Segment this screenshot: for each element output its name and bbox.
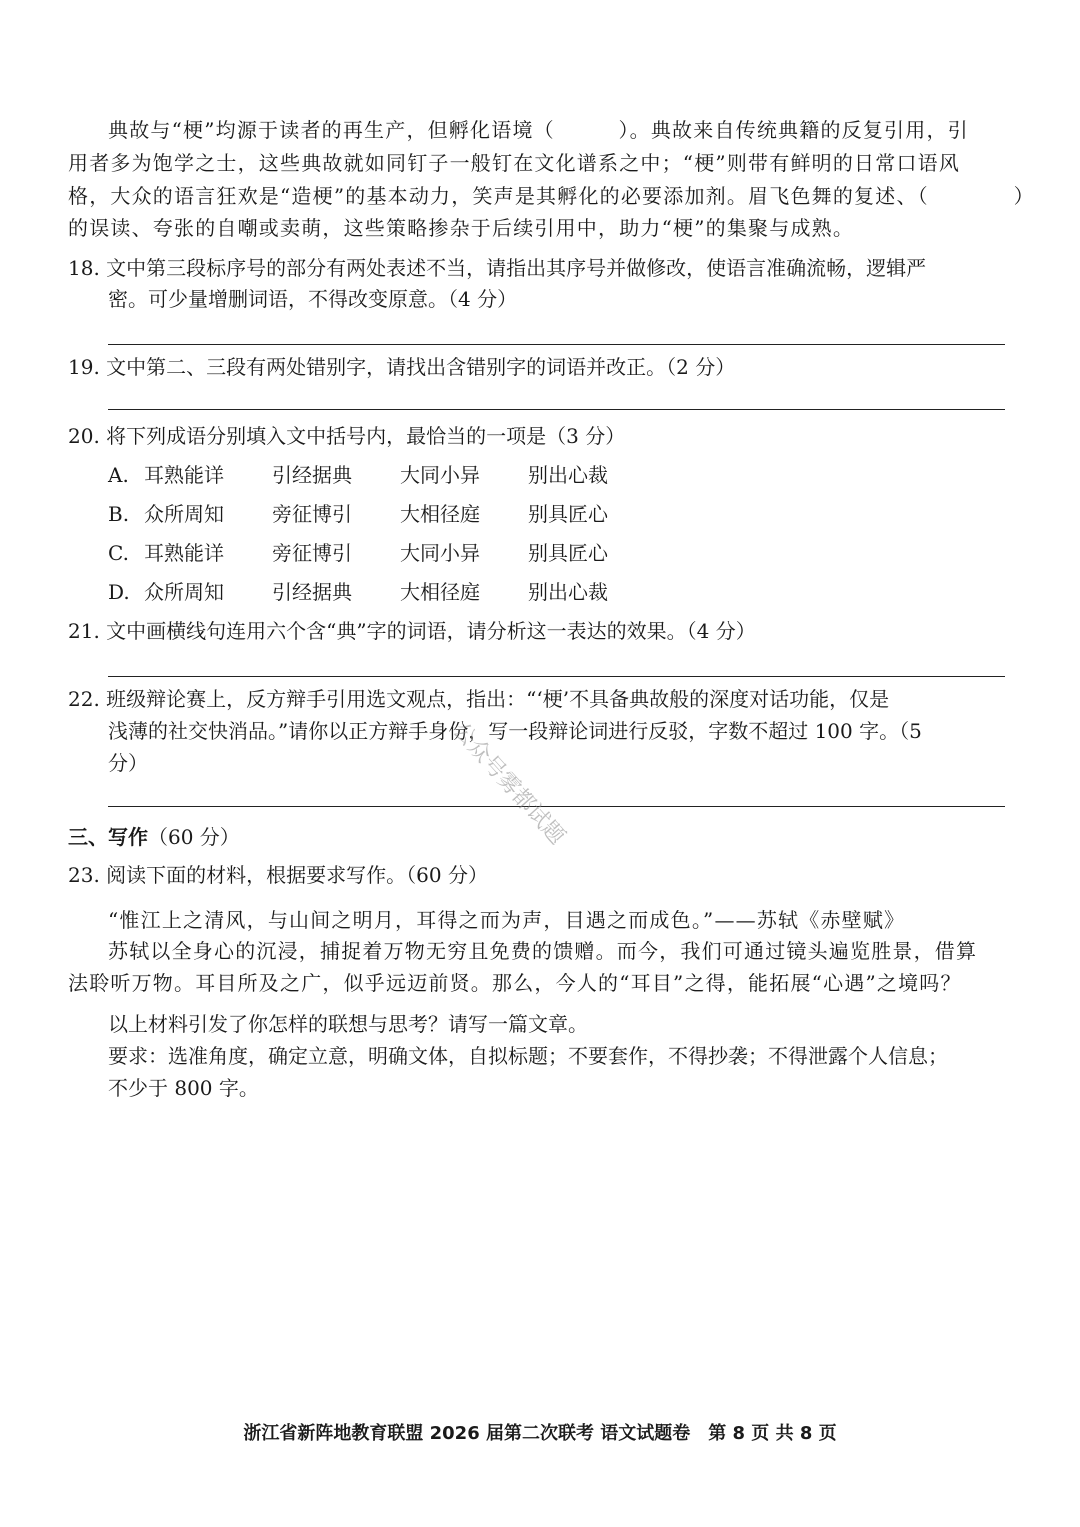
option-letter: B. — [108, 502, 130, 526]
page-footer: 浙江省新阵地教育联盟 2026 届第二次联考 语文试题卷 第 8 页 共 8 页 — [243, 1423, 837, 1444]
q20-option-b[interactable] — [108, 499, 608, 529]
q18-line-1: 18. 文中第三段标序号的部分有两处表述不当，请指出其序号并做修改，使语言准确流畅，逻辑严 — [68, 256, 927, 280]
option-word: 别出心裁 — [528, 463, 608, 487]
q23-line-1: 23. 阅读下面的材料，根据要求写作。（60 分） — [68, 863, 488, 887]
option-word: 大同小异 — [400, 541, 480, 565]
option-word: 引经据典 — [272, 463, 352, 487]
section-heading — [68, 822, 240, 852]
option-word: 别具匠心 — [528, 502, 608, 526]
q20-option-c[interactable] — [108, 538, 608, 568]
option-word: 大相径庭 — [400, 580, 480, 604]
q23-prompt: 以上材料引发了你怎样的联想与思考？请写一篇文章。 — [108, 1012, 588, 1036]
option-word: 别具匠心 — [528, 541, 608, 565]
section-title: 三、写作 — [68, 825, 148, 849]
option-word: 众所周知 — [144, 580, 224, 604]
passage-line-3: 格，大众的语言狂欢是“造梗”的基本动力，笑声是其孵化的必要添加剂。眉飞色舞的复述、（ ） — [68, 184, 1035, 208]
q18-line-2: 密。可少量增删词语，不得改变原意。（4 分） — [108, 287, 518, 311]
option-word: 耳熟能详 — [144, 541, 224, 565]
option-letter: C. — [108, 541, 129, 565]
q22-answer-line[interactable] — [108, 806, 1005, 807]
option-word: 旁征博引 — [272, 541, 352, 565]
option-letter: A. — [108, 463, 129, 487]
option-word: 大相径庭 — [400, 502, 480, 526]
q19-answer-line[interactable] — [108, 409, 1005, 410]
q22-line-3: 分） — [108, 751, 148, 775]
q20-option-d[interactable] — [108, 577, 608, 607]
option-word: 大同小异 — [400, 463, 480, 487]
option-word: 耳熟能详 — [144, 463, 224, 487]
option-word: 众所周知 — [144, 502, 224, 526]
q23-requirements-line-1: 要求：选准角度，确定立意，明确文体，自拟标题；不要套作，不得抄袭；不得泄露个人信息； — [108, 1044, 948, 1068]
q23-requirements-line-2: 不少于 800 字。 — [108, 1076, 259, 1100]
q23-quote: “惟江上之清风，与山间之明月，耳得之而为声，目遇之而成色。”——苏轼《赤壁赋》 — [108, 908, 906, 932]
q20-option-a[interactable] — [108, 460, 608, 490]
passage-line-1: 典故与“梗”均源于读者的再生产，但孵化语境（ ）。典故来自传统典籍的反复引用，引 — [108, 118, 969, 142]
q23-material-line-2: 法聆听万物。耳目所及之广，似乎远迈前贤。那么，今人的“耳目”之得，能拓展“心遇”之境吗？ — [68, 971, 962, 995]
option-word: 旁征博引 — [272, 502, 352, 526]
q21-answer-line[interactable] — [108, 676, 1005, 677]
option-letter: D. — [108, 580, 130, 604]
q22-line-1: 22. 班级辩论赛上，反方辩手引用选文观点，指出：“‘梗’不具备典故般的深度对话功能，仅是 — [68, 687, 890, 711]
option-word: 别出心裁 — [528, 580, 608, 604]
passage-line-2: 用者多为饱学之士，这些典故就如同钉子一般钉在文化谱系之中；“梗”则带有鲜明的日常口语风 — [68, 151, 961, 175]
q22-line-2: 浅薄的社交快消品。”请你以正方辩手身份，写一段辩论词进行反驳，字数不超过 100 字。（5 — [108, 719, 922, 743]
section-points: （60 分） — [148, 825, 240, 849]
q20-line-1: 20. 将下列成语分别填入文中括号内，最恰当的一项是（3 分） — [68, 424, 626, 448]
watermark: 公众号雾都试题 — [447, 718, 570, 850]
option-word: 引经据典 — [272, 580, 352, 604]
q23-material-line-1: 苏轼以全身心的沉浸，捕捉着万物无穷且免费的馈赠。而今，我们可通过镜头遍览胜景，借算 — [108, 939, 978, 963]
q18-answer-line[interactable] — [108, 344, 1005, 345]
q19-line-1: 19. 文中第二、三段有两处错别字，请找出含错别字的词语并改正。（2 分） — [68, 355, 736, 379]
passage-line-4: 的误读、夸张的自嘲或卖萌，这些策略掺杂于后续引用中，助力“梗”的集聚与成熟。 — [68, 216, 855, 240]
q21-line-1: 21. 文中画横线句连用六个含“典”字的词语，请分析这一表达的效果。（4 分） — [68, 619, 756, 643]
